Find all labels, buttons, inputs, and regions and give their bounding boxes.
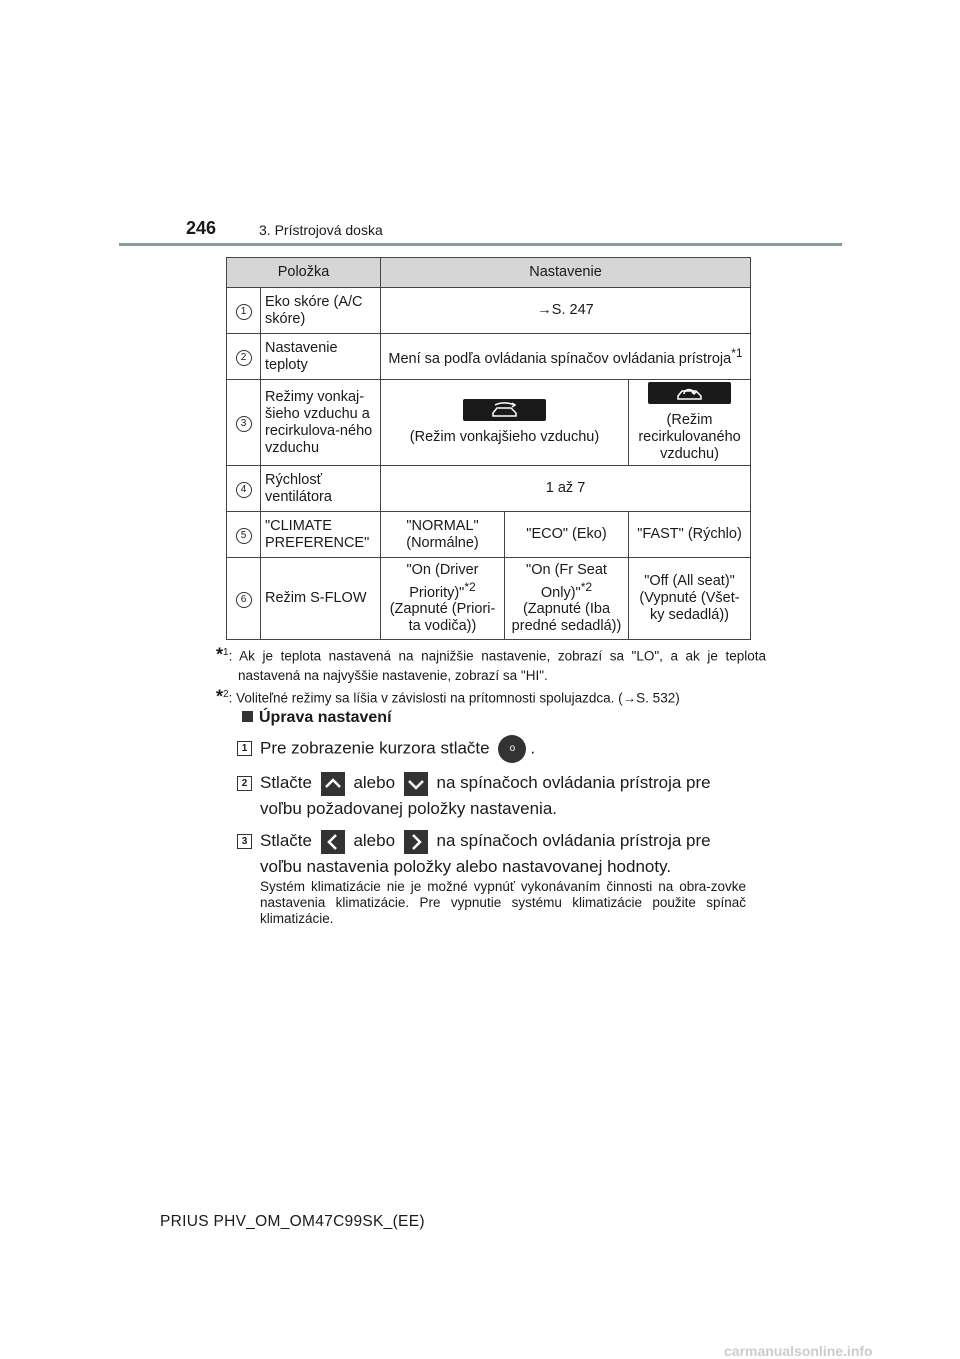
row-number: 2: [236, 350, 252, 366]
recirculation-mode-icon: [648, 382, 731, 404]
row-number: 6: [236, 592, 252, 608]
recirculation-mode-label: (Režim recirkulovaného vzduchu): [638, 412, 741, 462]
chevron-up-icon: [321, 772, 345, 796]
step-number: 1: [237, 741, 252, 756]
table-row: [227, 558, 751, 640]
footnote-ref: *2: [464, 579, 476, 594]
row-value: 1 až 7: [381, 466, 751, 512]
row-item: Nastavenie teploty: [261, 334, 381, 380]
column-header-item: Položka: [227, 258, 381, 288]
table-row: [227, 512, 751, 558]
row-value: →S. 247: [381, 288, 751, 334]
settings-table: [226, 257, 751, 640]
table-header-row: [227, 258, 751, 288]
step-2: Stlačte alebo na spínačoch ovládania prístroja pre voľbu požadovanej položky nastavenia.: [260, 773, 711, 818]
footnote-2: *$^2$: Voliteľné režimy sa líšia v závislosti na prítomnosti spolujazdca. (→S. 532): [216, 686, 680, 707]
bullet-square-icon: [242, 711, 253, 722]
footnote-ref: *2: [580, 579, 593, 594]
footnote-1: *$^1$: Ak je teplota nastavená na najnižšie nastavenie, zobrazí sa "LO", a ak je teplota nastavená na najvyššie nastavenie, zobrazí sa "HI".: [216, 644, 766, 683]
row-value-eco: "ECO" (Eko): [505, 512, 629, 558]
chevron-left-icon: [321, 830, 345, 854]
row-value-driver-priority-translation: (Zapnuté (Priori-ta vodiča)): [389, 601, 496, 635]
chevron-down-icon: [404, 772, 428, 796]
watermark: carmanualsonline.info: [724, 1343, 873, 1359]
row-item: Režimy vonkaj-šieho vzduchu a recirkulova-ného vzduchu: [261, 380, 381, 466]
table-row: [227, 380, 751, 466]
step-number: 3: [237, 834, 252, 849]
footnote-ref: *1: [731, 346, 743, 361]
table-row: [227, 334, 751, 380]
note-text: Systém klimatizácie nie je možné vypnúť vykonávaním činnosti na obra-zovke nastavenia klimatizácie. Pre vypnutie systému klimatizácie použite spínač klimatizácie.: [260, 879, 746, 926]
row-number: 5: [236, 528, 252, 544]
row-item: Eko skóre (A/C skóre): [261, 288, 381, 334]
footer-model: PRIUS PHV_OM_OM47C99SK_(EE): [160, 1213, 425, 1230]
row-number: 3: [236, 416, 252, 432]
row-value-front-seat-only-translation: (Zapnuté (Iba predné sedadlá)): [511, 601, 622, 635]
row-value-driver-priority: "On (Driver Priority)": [406, 561, 479, 601]
row-item: "CLIMATE PREFERENCE": [261, 512, 381, 558]
row-item: Režim S-FLOW: [261, 558, 381, 640]
row-number: 4: [236, 482, 252, 498]
ok-button-icon: o: [498, 735, 526, 763]
chapter-title: 3. Prístrojová doska: [259, 222, 383, 238]
table-row: [227, 288, 751, 334]
outside-air-mode-label: (Režim vonkajšieho vzduchu): [409, 429, 600, 445]
step-1: Pre zobrazenie kurzora stlačte o .: [260, 735, 746, 763]
section-title: Úprava nastavení: [242, 709, 392, 727]
step-3: Stlačte alebo na spínačoch ovládania prístroja pre voľbu nastavenia položky alebo nastavovanej hodnoty.: [260, 831, 711, 876]
row-value-normal: "NORMAL" (Normálne): [381, 512, 505, 558]
row-number: 1: [236, 304, 252, 320]
row-value-front-seat-only: "On (Fr Seat Only)": [526, 561, 607, 601]
header-rule: [119, 243, 842, 246]
column-header-setting: Nastavenie: [381, 258, 751, 288]
outside-air-mode-icon: [463, 399, 546, 421]
step-number: 2: [237, 776, 252, 791]
row-item: Rýchlosť ventilátora: [261, 466, 381, 512]
table-row: [227, 466, 751, 512]
row-value-all-seat-off: "Off (All seat)" (Vypnuté (Všet-ky sedadlá)): [629, 558, 751, 640]
chevron-right-icon: [404, 830, 428, 854]
page-number: 246: [186, 218, 217, 238]
row-value: Mení sa podľa ovládania spínačov ovládania prístroja: [388, 350, 732, 367]
row-value-fast: "FAST" (Rýchlo): [629, 512, 751, 558]
